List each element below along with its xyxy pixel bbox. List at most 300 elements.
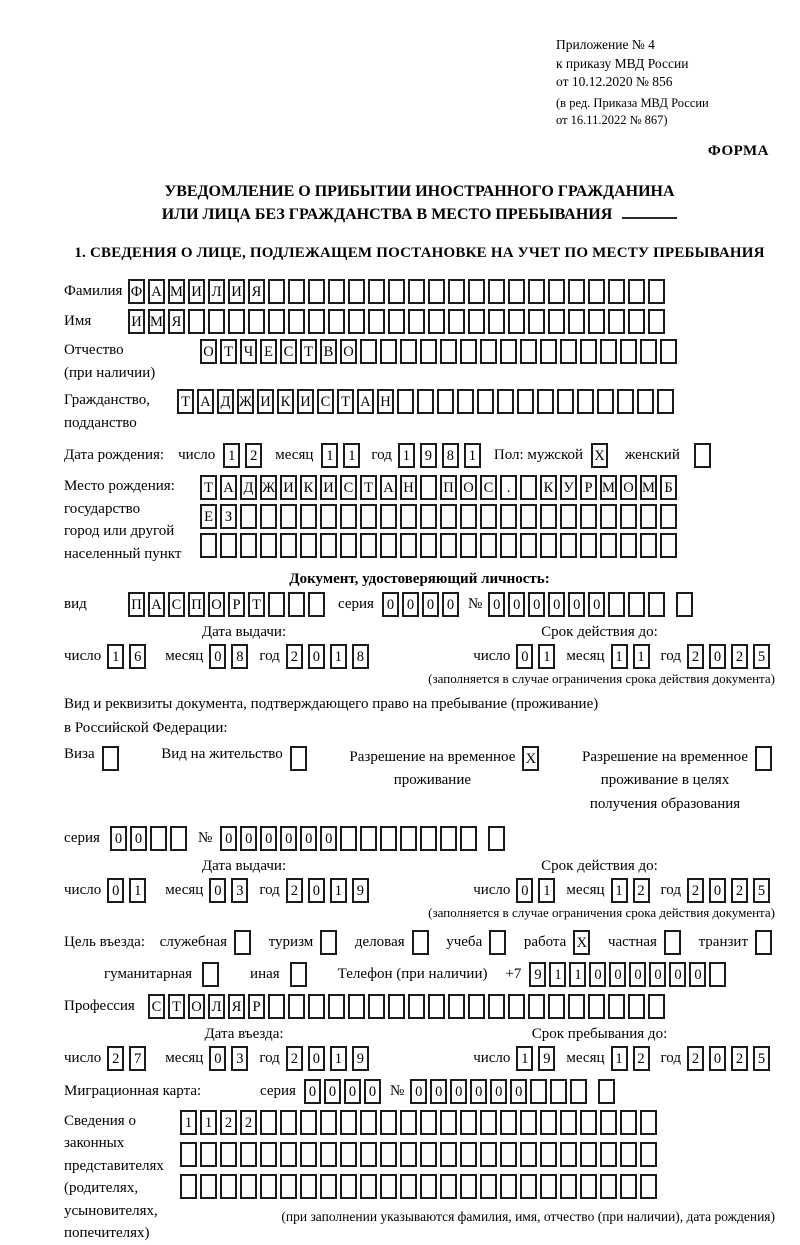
form-cell[interactable] [448,309,465,334]
form-cell[interactable] [620,339,637,364]
form-cell[interactable]: Д [217,389,234,414]
form-cell[interactable] [517,389,534,414]
form-cell[interactable]: . [500,475,517,500]
form-cell[interactable] [368,279,385,304]
form-cell[interactable] [588,309,605,334]
form-cell[interactable] [260,533,277,558]
form-cell[interactable] [170,826,187,851]
form-cell[interactable]: И [280,475,297,500]
form-cell[interactable] [520,1110,537,1135]
form-cell[interactable] [288,309,305,334]
form-cell[interactable]: 1 [180,1110,197,1135]
form-cell[interactable] [500,339,517,364]
form-cell[interactable]: 2 [731,878,748,903]
form-cell[interactable] [340,504,357,529]
form-cell[interactable] [268,309,285,334]
form-cell[interactable]: Е [260,339,277,364]
form-cell[interactable] [500,533,517,558]
form-cell[interactable] [468,994,485,1019]
form-cell[interactable]: 0 [649,962,666,987]
form-cell[interactable] [617,389,634,414]
form-cell[interactable] [488,994,505,1019]
form-cell[interactable] [640,1142,657,1167]
form-cell[interactable] [368,309,385,334]
form-cell[interactable]: О [200,339,217,364]
form-cell[interactable]: Т [360,475,377,500]
form-cell[interactable] [460,1174,477,1199]
form-cell[interactable] [628,592,645,617]
form-cell[interactable]: 2 [107,1046,124,1071]
form-cell[interactable]: 0 [280,826,297,851]
form-cell[interactable]: М [148,309,165,334]
form-cell[interactable] [180,1142,197,1167]
form-cell[interactable] [468,279,485,304]
form-cell[interactable] [428,279,445,304]
form-cell[interactable]: 0 [130,826,147,851]
form-cell[interactable] [268,592,285,617]
form-cell[interactable]: К [300,475,317,500]
form-cell[interactable] [600,1110,617,1135]
form-cell[interactable] [408,994,425,1019]
form-cell[interactable] [657,389,674,414]
form-cell[interactable] [380,339,397,364]
form-cell[interactable] [600,339,617,364]
form-cell[interactable] [568,279,585,304]
form-cell[interactable]: 1 [611,644,628,669]
form-cell[interactable] [520,533,537,558]
form-cell[interactable] [628,279,645,304]
form-cell[interactable] [420,504,437,529]
form-cell[interactable] [400,504,417,529]
form-cell[interactable] [488,826,505,851]
form-cell[interactable]: Ж [260,475,277,500]
form-cell[interactable] [220,533,237,558]
form-cell[interactable]: С [280,339,297,364]
form-cell[interactable]: 0 [516,644,533,669]
form-cell[interactable] [308,994,325,1019]
form-cell[interactable]: 0 [300,826,317,851]
form-cell[interactable] [240,1174,257,1199]
form-cell[interactable] [648,279,665,304]
form-cell[interactable] [260,504,277,529]
form-cell[interactable] [420,1110,437,1135]
form-cell[interactable] [348,309,365,334]
form-cell[interactable]: Р [228,592,245,617]
form-cell[interactable] [380,1174,397,1199]
form-cell[interactable] [360,826,377,851]
form-cell[interactable] [755,746,772,771]
form-cell[interactable]: 0 [548,592,565,617]
form-cell[interactable] [537,389,554,414]
form-cell[interactable] [560,533,577,558]
form-cell[interactable]: 1 [633,644,650,669]
form-cell[interactable] [202,962,219,987]
form-cell[interactable] [660,339,677,364]
form-cell[interactable] [380,1142,397,1167]
form-cell[interactable]: М [600,475,617,500]
form-cell[interactable] [260,1110,277,1135]
form-cell[interactable]: И [320,475,337,500]
form-cell[interactable] [290,746,307,771]
form-cell[interactable]: 2 [220,1110,237,1135]
form-cell[interactable]: Р [580,475,597,500]
form-cell[interactable] [360,1142,377,1167]
form-cell[interactable]: 0 [709,1046,726,1071]
form-cell[interactable] [268,279,285,304]
form-cell[interactable] [480,504,497,529]
form-cell[interactable]: 1 [330,878,347,903]
form-cell[interactable]: 9 [538,1046,555,1071]
form-cell[interactable]: 0 [528,592,545,617]
form-cell[interactable]: X [573,930,590,955]
form-cell[interactable] [234,930,251,955]
form-cell[interactable]: 0 [422,592,439,617]
form-cell[interactable] [660,504,677,529]
form-cell[interactable] [477,389,494,414]
form-cell[interactable] [360,504,377,529]
form-cell[interactable] [400,1174,417,1199]
form-cell[interactable]: 1 [549,962,566,987]
form-cell[interactable]: 1 [223,443,240,468]
form-cell[interactable] [220,1142,237,1167]
form-cell[interactable] [360,1174,377,1199]
form-cell[interactable] [497,389,514,414]
form-cell[interactable]: О [208,592,225,617]
form-cell[interactable] [540,1110,557,1135]
form-cell[interactable] [260,1174,277,1199]
form-cell[interactable]: 0 [508,592,525,617]
form-cell[interactable]: 0 [442,592,459,617]
form-cell[interactable] [437,389,454,414]
form-cell[interactable] [328,279,345,304]
form-cell[interactable]: 1 [611,878,628,903]
form-cell[interactable] [280,1110,297,1135]
form-cell[interactable] [440,1174,457,1199]
form-cell[interactable]: 0 [669,962,686,987]
form-cell[interactable] [412,930,429,955]
form-cell[interactable]: 0 [709,878,726,903]
form-cell[interactable] [180,1174,197,1199]
form-cell[interactable] [448,994,465,1019]
form-cell[interactable]: 0 [240,826,257,851]
form-cell[interactable]: 1 [330,1046,347,1071]
form-cell[interactable] [428,994,445,1019]
form-cell[interactable] [380,826,397,851]
form-cell[interactable]: 2 [245,443,262,468]
form-cell[interactable] [600,533,617,558]
form-cell[interactable]: 8 [231,644,248,669]
form-cell[interactable] [460,1142,477,1167]
form-cell[interactable]: 2 [240,1110,257,1135]
form-cell[interactable]: А [148,279,165,304]
form-cell[interactable] [560,1110,577,1135]
form-cell[interactable] [240,504,257,529]
form-cell[interactable]: О [340,339,357,364]
form-cell[interactable] [560,504,577,529]
form-cell[interactable]: 0 [209,644,226,669]
form-cell[interactable] [420,1174,437,1199]
form-cell[interactable]: 0 [382,592,399,617]
form-cell[interactable]: 9 [420,443,437,468]
form-cell[interactable] [308,309,325,334]
form-cell[interactable]: К [277,389,294,414]
form-cell[interactable] [628,994,645,1019]
form-cell[interactable]: 1 [321,443,338,468]
form-cell[interactable]: Б [660,475,677,500]
form-cell[interactable] [540,339,557,364]
form-cell[interactable] [290,962,307,987]
form-cell[interactable] [530,1079,547,1104]
form-cell[interactable] [660,533,677,558]
form-cell[interactable]: 0 [260,826,277,851]
form-cell[interactable] [420,475,437,500]
form-cell[interactable] [380,1110,397,1135]
form-cell[interactable]: М [168,279,185,304]
form-cell[interactable] [676,592,693,617]
form-cell[interactable] [280,533,297,558]
form-cell[interactable]: 1 [107,644,124,669]
form-cell[interactable] [440,533,457,558]
form-cell[interactable]: О [460,475,477,500]
form-cell[interactable]: 0 [402,592,419,617]
form-cell[interactable] [520,339,537,364]
form-cell[interactable] [580,1110,597,1135]
form-cell[interactable]: 0 [320,826,337,851]
form-cell[interactable] [500,1110,517,1135]
form-cell[interactable]: 2 [286,1046,303,1071]
form-cell[interactable]: 0 [304,1079,321,1104]
form-cell[interactable]: 1 [398,443,415,468]
form-cell[interactable] [457,389,474,414]
form-cell[interactable]: X [591,443,608,468]
form-cell[interactable]: 2 [687,1046,704,1071]
form-cell[interactable]: З [220,504,237,529]
form-cell[interactable] [597,389,614,414]
form-cell[interactable]: 1 [569,962,586,987]
form-cell[interactable]: 0 [324,1079,341,1104]
form-cell[interactable] [508,279,525,304]
form-cell[interactable]: А [380,475,397,500]
form-cell[interactable]: П [188,592,205,617]
form-cell[interactable] [360,533,377,558]
form-cell[interactable] [188,309,205,334]
form-cell[interactable] [220,1174,237,1199]
form-cell[interactable] [200,533,217,558]
form-cell[interactable]: 0 [110,826,127,851]
form-cell[interactable]: К [540,475,557,500]
form-cell[interactable] [300,1110,317,1135]
form-cell[interactable] [580,1174,597,1199]
form-cell[interactable] [600,1174,617,1199]
form-cell[interactable] [548,309,565,334]
form-cell[interactable] [280,1174,297,1199]
form-cell[interactable] [228,309,245,334]
form-cell[interactable] [580,1142,597,1167]
form-cell[interactable] [580,339,597,364]
form-cell[interactable] [340,1174,357,1199]
form-cell[interactable] [540,504,557,529]
form-cell[interactable] [420,826,437,851]
form-cell[interactable] [300,1142,317,1167]
form-cell[interactable] [102,746,119,771]
form-cell[interactable] [568,994,585,1019]
form-cell[interactable]: С [168,592,185,617]
form-cell[interactable]: С [340,475,357,500]
form-cell[interactable] [288,994,305,1019]
form-cell[interactable]: П [128,592,145,617]
form-cell[interactable]: 1 [516,1046,533,1071]
form-cell[interactable]: 2 [286,644,303,669]
form-cell[interactable]: 2 [731,644,748,669]
form-cell[interactable] [528,994,545,1019]
form-cell[interactable] [300,533,317,558]
form-cell[interactable]: 2 [731,1046,748,1071]
form-cell[interactable] [640,504,657,529]
form-cell[interactable] [288,592,305,617]
form-cell[interactable] [528,309,545,334]
form-cell[interactable]: 7 [129,1046,146,1071]
form-cell[interactable]: 1 [538,878,555,903]
form-cell[interactable] [640,533,657,558]
form-cell[interactable]: 9 [352,1046,369,1071]
form-cell[interactable]: 1 [129,878,146,903]
form-cell[interactable] [340,1110,357,1135]
form-cell[interactable]: Т [200,475,217,500]
form-cell[interactable] [480,1174,497,1199]
form-cell[interactable]: Н [377,389,394,414]
form-cell[interactable] [600,504,617,529]
form-cell[interactable] [360,339,377,364]
form-cell[interactable]: 8 [352,644,369,669]
form-cell[interactable]: 0 [209,878,226,903]
form-cell[interactable]: О [188,994,205,1019]
form-cell[interactable] [640,1110,657,1135]
form-cell[interactable]: Л [208,994,225,1019]
form-cell[interactable] [568,309,585,334]
form-cell[interactable]: Я [168,309,185,334]
form-cell[interactable] [608,309,625,334]
form-cell[interactable] [480,1142,497,1167]
form-cell[interactable]: Е [200,504,217,529]
form-cell[interactable]: 0 [450,1079,467,1104]
form-cell[interactable]: 2 [633,1046,650,1071]
form-cell[interactable] [280,504,297,529]
form-cell[interactable]: 0 [488,592,505,617]
form-cell[interactable] [440,1110,457,1135]
form-cell[interactable] [480,1110,497,1135]
form-cell[interactable] [640,339,657,364]
form-cell[interactable] [560,339,577,364]
form-cell[interactable]: Т [300,339,317,364]
form-cell[interactable] [488,279,505,304]
form-cell[interactable]: 0 [609,962,626,987]
form-cell[interactable] [488,309,505,334]
form-cell[interactable]: 0 [308,878,325,903]
form-cell[interactable] [448,279,465,304]
form-cell[interactable]: 9 [352,878,369,903]
form-cell[interactable] [520,1174,537,1199]
form-cell[interactable]: 3 [231,878,248,903]
form-cell[interactable]: М [640,475,657,500]
form-cell[interactable] [397,389,414,414]
form-cell[interactable] [620,504,637,529]
form-cell[interactable] [320,504,337,529]
form-cell[interactable] [400,826,417,851]
form-cell[interactable] [208,309,225,334]
form-cell[interactable] [480,339,497,364]
form-cell[interactable] [550,1079,567,1104]
form-cell[interactable] [628,309,645,334]
form-cell[interactable] [400,1142,417,1167]
form-cell[interactable] [548,994,565,1019]
form-cell[interactable] [320,1174,337,1199]
form-cell[interactable]: 0 [220,826,237,851]
form-cell[interactable] [588,994,605,1019]
form-cell[interactable] [420,533,437,558]
form-cell[interactable] [480,533,497,558]
form-cell[interactable]: 0 [588,592,605,617]
form-cell[interactable] [340,533,357,558]
form-cell[interactable]: X [522,746,539,771]
form-cell[interactable] [320,533,337,558]
form-cell[interactable]: 0 [470,1079,487,1104]
form-cell[interactable] [577,389,594,414]
form-cell[interactable] [417,389,434,414]
form-cell[interactable] [328,994,345,1019]
form-cell[interactable] [648,994,665,1019]
form-cell[interactable]: 0 [589,962,606,987]
form-cell[interactable]: С [317,389,334,414]
form-cell[interactable] [468,309,485,334]
form-cell[interactable]: И [257,389,274,414]
form-cell[interactable] [588,279,605,304]
form-cell[interactable] [460,826,477,851]
form-cell[interactable]: 2 [687,878,704,903]
form-cell[interactable] [528,279,545,304]
form-cell[interactable] [408,309,425,334]
form-cell[interactable] [548,279,565,304]
form-cell[interactable]: Я [228,994,245,1019]
form-cell[interactable]: 5 [753,878,770,903]
form-cell[interactable] [200,1174,217,1199]
form-cell[interactable]: 0 [209,1046,226,1071]
form-cell[interactable] [400,1110,417,1135]
form-cell[interactable]: П [440,475,457,500]
form-cell[interactable]: Т [220,339,237,364]
form-cell[interactable]: Т [337,389,354,414]
form-cell[interactable] [280,1142,297,1167]
form-cell[interactable] [580,533,597,558]
form-cell[interactable]: 0 [510,1079,527,1104]
form-cell[interactable] [428,309,445,334]
form-cell[interactable] [598,1079,615,1104]
form-cell[interactable] [500,504,517,529]
form-cell[interactable]: 0 [344,1079,361,1104]
form-cell[interactable]: А [357,389,374,414]
form-cell[interactable]: 2 [633,878,650,903]
form-cell[interactable]: 0 [516,878,533,903]
form-cell[interactable] [268,994,285,1019]
form-cell[interactable] [608,994,625,1019]
form-cell[interactable] [620,1142,637,1167]
form-cell[interactable] [408,279,425,304]
form-cell[interactable]: 0 [490,1079,507,1104]
form-cell[interactable]: С [480,475,497,500]
form-cell[interactable] [648,592,665,617]
form-cell[interactable]: В [320,339,337,364]
form-cell[interactable] [694,443,711,468]
form-cell[interactable] [400,339,417,364]
